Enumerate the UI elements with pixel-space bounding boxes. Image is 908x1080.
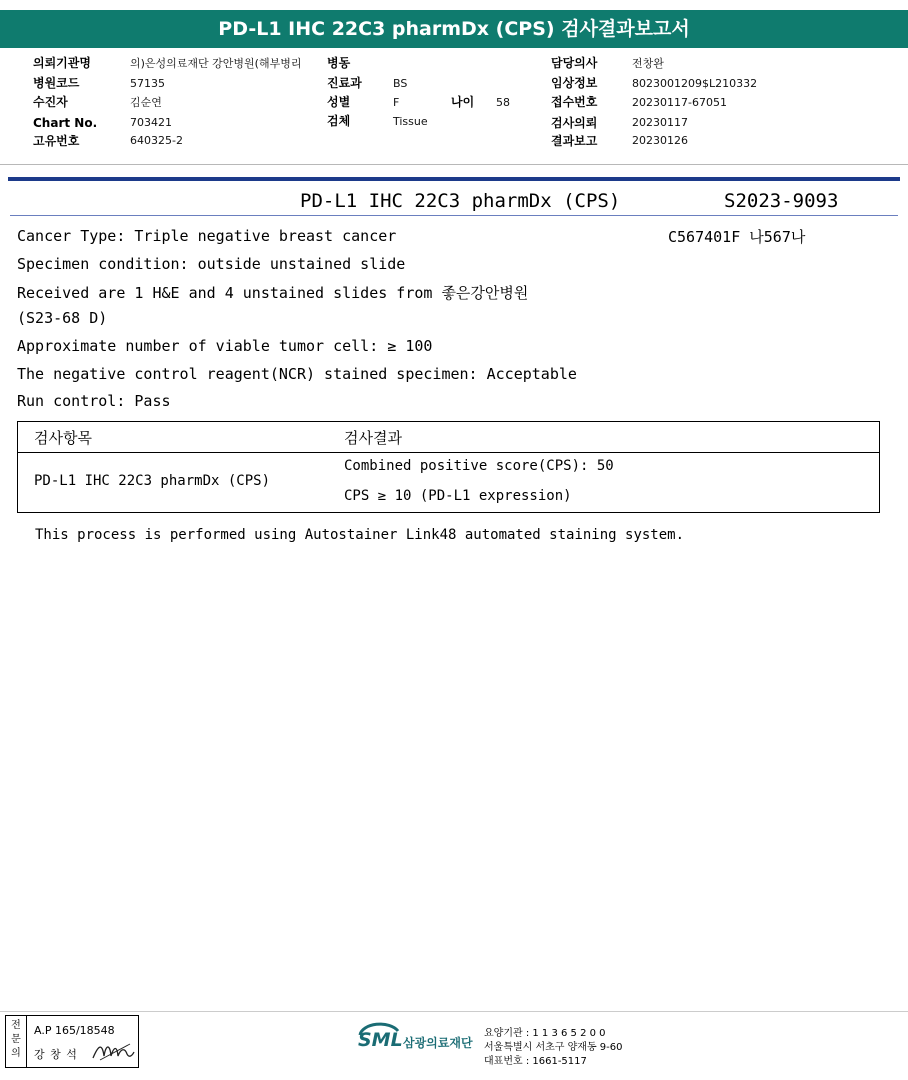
report-line: (S23-68 D): [17, 309, 108, 327]
hospital-code-label: 병원코드: [33, 76, 80, 90]
col-header-item: 검사항목: [34, 429, 92, 447]
chart-no-value: 703421: [130, 116, 172, 129]
specialist-char: 문: [11, 1034, 21, 1045]
table-result-expression: CPS ≥ 10 (PD-L1 expression): [344, 488, 572, 504]
address: 서울특별시 서초구 양재동 9-60: [484, 1042, 623, 1053]
age-label: 나이: [451, 95, 475, 109]
report-line: The negative control reagent(NCR) stained specimen: Acceptable: [17, 365, 577, 383]
hospital-name-label: 의뢰기관명: [33, 56, 91, 70]
request-date-value: 20230117: [632, 116, 688, 129]
title-underline: [10, 215, 898, 216]
result-table: [17, 421, 880, 513]
clinical-info-value: 8023001209$L210332: [632, 77, 758, 90]
process-note: This process is performed using Autostainer Link48 automated staining system.: [35, 527, 685, 543]
organization-name: 삼광의료재단: [403, 1036, 473, 1050]
report-line: Approximate number of viable tumor cell: ≥ 100: [17, 337, 433, 355]
report-line: Specimen condition: outside unstained slide: [17, 255, 406, 273]
patient-label: 수진자: [33, 95, 68, 109]
specimen-code: C567401F 나567나: [668, 228, 806, 246]
patient-value: 김순연: [130, 96, 162, 109]
specialist-char: 의: [11, 1048, 21, 1059]
hospital-name-value: 의)은성의료재단 강안병원(해부병리: [130, 57, 302, 70]
pathologist-signature-box: [5, 1015, 139, 1068]
doctor-value: 전창완: [632, 57, 664, 70]
table-item-name: PD-L1 IHC 22C3 pharmDx (CPS): [34, 473, 271, 489]
report-banner-title: PD-L1 IHC 22C3 pharmDx (CPS) 검사결과보고서: [0, 10, 908, 48]
phone-number: 대표번호 : 1661-5117: [484, 1056, 587, 1067]
receipt-no-label: 접수번호: [551, 95, 598, 109]
report-line: Received are 1 H&E and 4 unstained slides from 좋은강안병원: [17, 284, 529, 302]
sex-value: F: [393, 96, 400, 109]
table-result-cps: Combined positive score(CPS): 50: [344, 458, 614, 474]
ward-label: 병동: [327, 56, 351, 70]
handwritten-signature: [90, 1038, 136, 1066]
doctor-label: 담당의사: [551, 56, 598, 70]
specimen-label: 검체: [327, 114, 351, 128]
report-date-label: 결과보고: [551, 134, 598, 148]
hospital-code-value: 57135: [130, 77, 165, 90]
report-number: S2023-9093: [724, 190, 839, 212]
unique-id-label: 고유번호: [33, 134, 80, 148]
institution-code: 요양기관 : 1 1 3 6 5 2 0 0: [484, 1028, 606, 1039]
pathologist-license: A.P 165/18548: [34, 1024, 115, 1037]
receipt-no-value: 20230117-67051: [632, 96, 727, 109]
report-line: Run control: Pass: [17, 392, 171, 410]
report-title: PD-L1 IHC 22C3 pharmDx (CPS): [300, 190, 621, 212]
sex-label: 성별: [327, 95, 351, 109]
chart-no-label: Chart No.: [33, 116, 98, 130]
col-header-result: 검사결과: [344, 429, 402, 447]
unique-id-value: 640325-2: [130, 134, 183, 147]
age-value: 58: [496, 96, 510, 109]
pathologist-name: 강 창 석: [34, 1048, 78, 1061]
table-header-divider: [18, 452, 879, 453]
report-date-value: 20230126: [632, 134, 688, 147]
logo-text: SML: [358, 1029, 403, 1051]
blue-rule: [8, 177, 900, 181]
specialist-vertical-label: [9, 1019, 23, 1061]
department-value: BS: [393, 77, 408, 90]
request-date-label: 검사의뢰: [551, 116, 598, 130]
clinical-info-label: 임상정보: [551, 76, 598, 90]
report-line: Cancer Type: Triple negative breast cancer: [17, 227, 397, 245]
signature-box-divider: [26, 1016, 27, 1067]
specimen-value: Tissue: [393, 115, 428, 128]
department-label: 진료과: [327, 76, 362, 90]
header-divider: [0, 164, 908, 165]
footer-divider: [0, 1011, 908, 1012]
specialist-char: 전: [11, 1020, 21, 1031]
